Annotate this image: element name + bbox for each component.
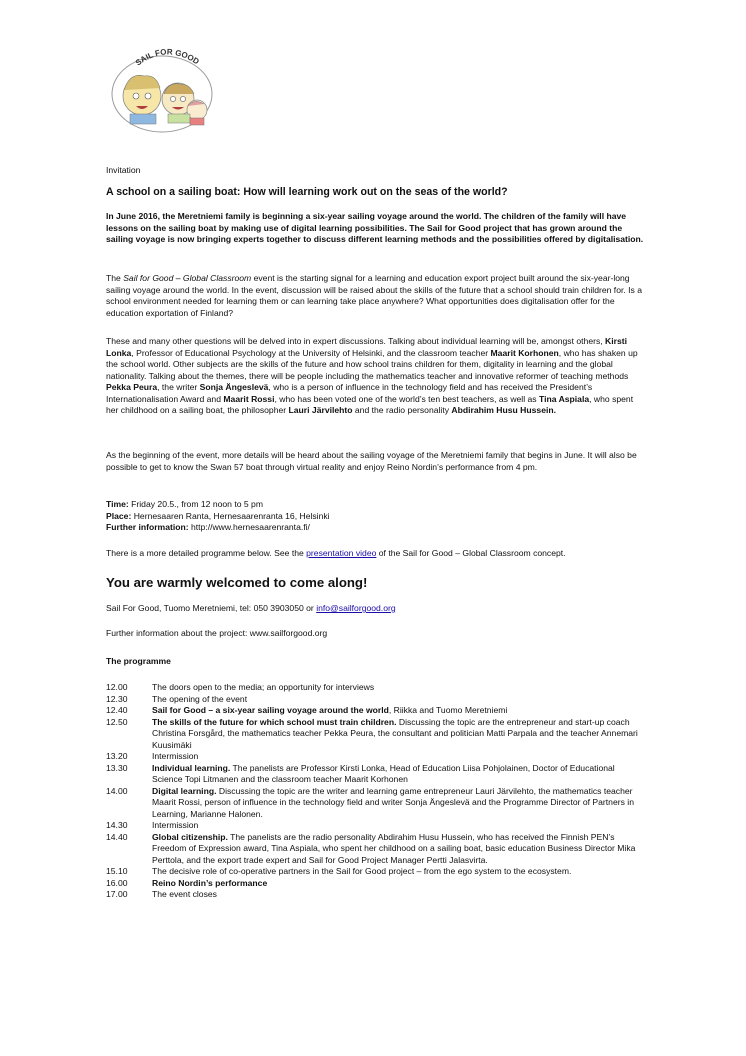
programme-heading: The programme (106, 656, 171, 666)
info-line: Further information: http://www.hernesaarenranta.fi/ (106, 522, 310, 532)
svg-text:SAIL FOR GOOD (134, 47, 201, 67)
programme-row: 12.30 The opening of the event (106, 693, 248, 704)
logo-text: SAIL FOR GOOD (133, 47, 201, 68)
programme-row: 12.50 The skills of the future for which school must train children. Discussing the topic are the entrepreneur and start-up coach Christina Forsgård, the mathematics teacher Pekka Peura, the consultant and politician Matti Parpala and the teacher Annemari Kuusimäki (106, 716, 638, 750)
event-details (106, 499, 646, 534)
sail-for-good-logo (108, 44, 216, 136)
welcome-heading: You are warmly welcomed to come along! (106, 575, 368, 590)
programme-row: 14.30 Intermission (106, 820, 199, 830)
programme-row: 17.00 The event closes (106, 889, 217, 899)
programme-row: 15.10 The decisive role of co-operative partners in the Sail for Good project – from the ego system to the ecosystem. (106, 866, 572, 876)
contact-line: Sail For Good, Tuomo Meretniemi, tel: 050 3903050 or info@sailforgood.org (106, 603, 396, 613)
email-link[interactable]: info@sailforgood.org (316, 603, 396, 613)
project-info-line: Further information about the project: www.sailforgood.org (106, 628, 328, 638)
place-line: Place: Hernesaaren Ranta, Hernesaarenranta 16, Helsinki (106, 510, 330, 521)
programme-row: 12.40 Sail for Good – a six-year sailing voyage around the world, Riikka and Tuomo Meretniemi (106, 705, 508, 715)
time-line: Time: Friday 20.5., from 12 noon to 5 pm (106, 499, 263, 509)
programme-list (106, 682, 646, 901)
voyage-paragraph: As the beginning of the event, more details will be heard about the sailing voyage of the Meretniemi family that begins in June. It will also be possible to get to know the Swan 57 boat through virtual reality and enjoy Reino Nordin’s performance from 4 pm. (106, 450, 637, 472)
programme-row: 16.00 Reino Nordin’s performance (106, 877, 268, 888)
presentation-video-link[interactable]: presentation video (306, 548, 377, 558)
event-paragraph: The Sail for Good – Global Classroom event is the starting signal for a learning and education export project built around the six-year-long sailing voyage around the world. In the event, discussion will be raised about the skills of the future that a school should train children for. Is a school environment needed for learning them or can learning take place anywhere? What opportunities does digitalisation offer for the education exportation of Finland? (106, 273, 642, 318)
page-title: A school on a sailing boat: How will learning work out on the seas of the world? (106, 186, 508, 198)
programme-row: 12.00 The doors open to the media; an opportunity for interviews (106, 682, 375, 692)
programme-row: 13.30 Individual learning. The panelists are Professor Kirsti Lonka, Head of Education Liisa Pohjolainen, Doctor of Educational Science Topi Litmanen and the classroom teacher Maarit Korhonen (106, 762, 615, 784)
invitation-label: Invitation (106, 165, 141, 175)
video-line: There is a more detailed programme below. See the presentation video of the Sail for Good – Global Classroom concept. (106, 548, 566, 558)
programme-row: 14.00 Digital learning. Discussing the topic are the writer and learning game entrepreneur Lauri Järvilehto, the mathematics teacher Maarit Rossi, person of influence in the technology field and writer Sonja Ängeslevä and the Programme Director of Partners in Learning, Marianne Halonen. (106, 785, 634, 819)
programme-row: 13.20 Intermission (106, 751, 199, 761)
experts-paragraph: These and many other questions will be delved into in expert discussions. Talking about individual learning will be, amongst others, Kirsti Lonka, Professor of Educational Psychology at the University of Helsinki, and the classroom teacher Maarit Korhonen, who has shaken up the school world. Other subjects are the skills of the future and how school trains children for them, digitality in learning and the global nationality. Talking about the themes, there will be people including the mathematics teacher and innovative reformer of teaching methods Pekka Peura, the writer Sonja Ängeslevä, who is a person of influence in the technology field and has received the President’s Internationalisation Award and Maarit Rossi, who has been voted one of the world’s ten best teachers, as well as Tina Aspiala, who spent her childhood on a sailing boat, the philosopher Lauri Järvilehto and the radio personality Abdirahim Husu Hussein. (106, 336, 638, 415)
intro-paragraph: In June 2016, the Meretniemi family is beginning a six-year sailing voyage around the world. The children of the family will have lessons on the sailing boat by making use of digital learning possibilities. The Sail for Good project that has grown around the sailing voyage is now bringing experts together to discuss different learning methods and the possibilities offered by digitalisation. (106, 211, 644, 244)
programme-row: 14.40 Global citizenship. The panelists are the radio personality Abdirahim Husu Hussein, who has received the Finnish PEN’s Freedom of Expression award, Tina Aspiala, who spent her childhood on a sailing boat, basic education Business Director Mika Perttola, and the export trade expert and Sail for Good Project Manager Pertti Jalasvirta. (106, 831, 636, 865)
